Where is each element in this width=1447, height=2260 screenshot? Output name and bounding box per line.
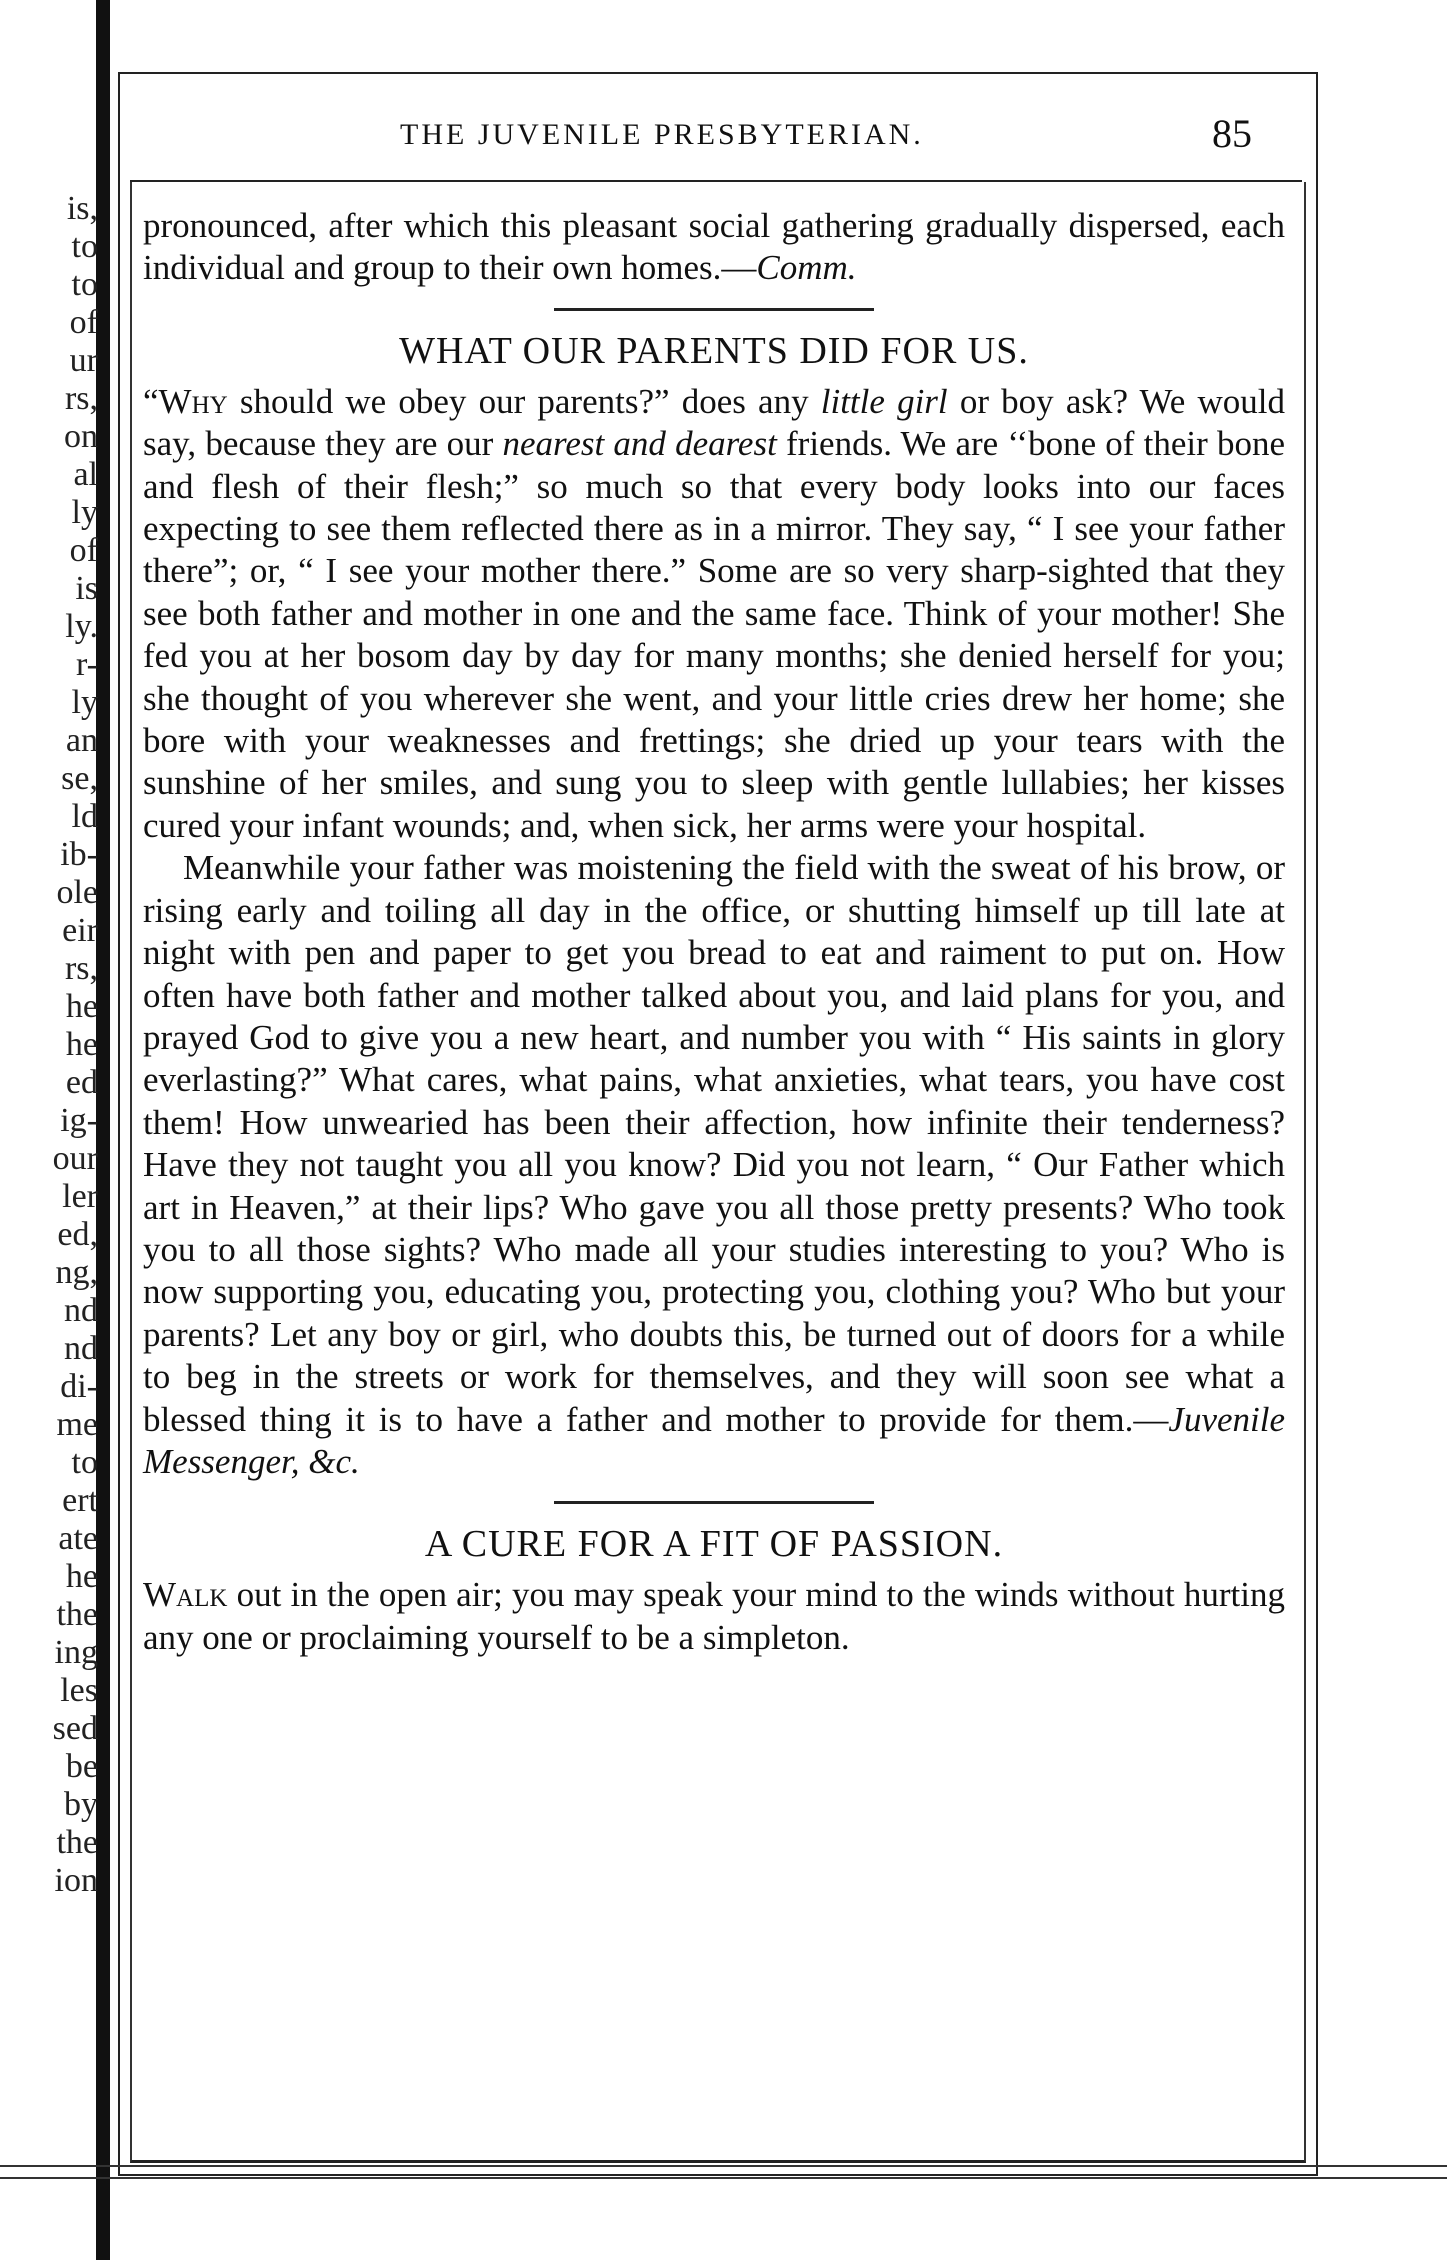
- gutter-fragment: sed: [52, 1710, 98, 1747]
- gutter-fragment: ur: [69, 342, 98, 379]
- intro-source: Comm.: [756, 248, 857, 288]
- gutter-fragment: he: [65, 988, 98, 1025]
- gutter-fragment: is,: [66, 190, 98, 227]
- bottom-rule: [0, 2177, 1447, 2179]
- gutter-fragment: ed,: [57, 1216, 98, 1253]
- gutter-fragment: to: [71, 228, 98, 265]
- gutter-fragment: ert: [62, 1482, 98, 1519]
- article-paragraph: [143, 1574, 1285, 1659]
- intro-paragraph: [143, 205, 1285, 290]
- gutter-fragment: he: [65, 1558, 98, 1595]
- gutter-fragment: an: [65, 722, 98, 759]
- gutter-fragment: eir: [62, 912, 98, 949]
- gutter-fragment: ole: [56, 874, 98, 911]
- gutter-fragment: to: [71, 1444, 98, 1481]
- page-number: 85: [1212, 111, 1252, 156]
- bottom-rule: [0, 2165, 1447, 2167]
- gutter-fragment: r-: [76, 646, 98, 683]
- gutter-fragment: ate: [58, 1520, 98, 1557]
- gutter-fragment: nd: [64, 1330, 98, 1367]
- gutter-fragment: nd: [64, 1292, 98, 1329]
- gutter-fragment: of: [69, 532, 98, 569]
- gutter-fragment: to: [71, 266, 98, 303]
- gutter-fragment: on: [64, 418, 98, 455]
- adjacent-page-gutter: [38, 190, 98, 1900]
- gutter-fragment: ly.: [65, 608, 98, 645]
- gutter-fragment: ig-: [60, 1102, 98, 1139]
- paragraph-text: Meanwhile your father was moistening the field with the sweat of his brow, or rising early and toiling all day in the office, or shutting himself up till late at night with pen and paper to get you bread to eat and raiment to put on. How often have both father and mother talked about you, and laid plans for you, and prayed God to give you a new heart, and number you with “ His saints in glory everlasting?” What cares, what pains, what anxieties, what tears, you have cost them! How unwearied has been their affection, how infinite their tenderness? Have they not taught you all you know? Did you not learn, “ Our Father which art in Heaven,” at their lips? Who gave you all those pretty presents? Who took you to all those sights? Who made all your studies interesting to you? Who is now supporting you, educating you, protecting you, clothing you? Who but your parents? Let any boy or girl, who doubts this, be turned out of doors for a while to beg in the streets or work for themselves, and they will soon see what a blessed thing it is to have a father and mother to provide for them.—: [143, 848, 1285, 1439]
- italic-phrase: little girl: [820, 381, 948, 421]
- gutter-fragment: the: [56, 1596, 98, 1633]
- gutter-fragment: rs,: [64, 950, 98, 987]
- running-head: THE JUVENILE PRESBYTERIAN.: [400, 118, 924, 151]
- gutter-fragment: is: [75, 570, 98, 607]
- gutter-fragment: by: [64, 1786, 98, 1823]
- gutter-fragment: ion: [54, 1862, 98, 1899]
- gutter-fragment: ng,: [55, 1254, 98, 1291]
- header-rule: [130, 180, 1302, 182]
- paragraph-text: friends. We are ‘‘bone of their bone and flesh of their flesh;” so much so that every body looks into our faces expecting to see them reflected there as in a mirror. They say, “ I see your father there”; or, “ I see your mother there.” Some are so very sharp-sighted that they see both father and mother in one and the same face. Think of your mother! She fed you at her bosom day by day for many months; she denied herself for you; she thought of you wherever she went, and your little cries drew her home; she bore with your weaknesses and frettings; she dried up your tears with the sunshine of her smiles, and sung you to sleep with gentle lullabies; her kisses cured your infant wounds; and, when sick, her arms were your hospital.: [143, 424, 1286, 845]
- article-title: WHAT OUR PARENTS DID FOR US.: [399, 329, 1029, 372]
- gutter-fragment: ld: [71, 798, 98, 835]
- paragraph-text: or boy ask? We would say, because they are our: [143, 381, 1285, 464]
- gutter-fragment: ly: [71, 494, 98, 531]
- gutter-fragment: our: [52, 1140, 98, 1177]
- gutter-fragment: of: [69, 304, 98, 341]
- gutter-fragment: ib-: [60, 836, 98, 873]
- paragraph-text: out in the open air; you may speak your mind to the winds without hurting any one or proclaiming yourself to be a simpleton.: [143, 1575, 1285, 1657]
- binding-spine: [96, 0, 110, 2260]
- section-divider: [554, 1501, 874, 1504]
- lead-word: Walk: [143, 1575, 228, 1615]
- gutter-fragment: se,: [61, 760, 98, 797]
- gutter-fragment: ed: [65, 1064, 98, 1101]
- gutter-fragment: ly: [71, 684, 98, 721]
- intro-text: pronounced, after which this pleasant social gathering gradually dispersed, each individual and group to their own homes.—: [143, 206, 1285, 288]
- gutter-fragment: al: [73, 456, 98, 493]
- paragraph-text: should we obey our parents?” does any: [227, 381, 821, 421]
- article-source: Juvenile Messenger, &c.: [143, 1399, 1285, 1481]
- gutter-fragment: ing: [54, 1634, 98, 1671]
- page-content: [143, 205, 1285, 1659]
- section-divider: [554, 308, 874, 311]
- gutter-fragment: be: [65, 1748, 98, 1785]
- italic-phrase: nearest and dearest: [502, 424, 777, 464]
- article-paragraph: [143, 381, 1285, 847]
- gutter-fragment: he: [65, 1026, 98, 1063]
- article-title: A CURE FOR A FIT OF PASSION.: [424, 1523, 1004, 1566]
- gutter-fragment: the: [56, 1824, 98, 1861]
- gutter-fragment: les: [60, 1672, 98, 1709]
- gutter-fragment: me: [56, 1406, 98, 1443]
- gutter-fragment: rs,: [64, 380, 98, 417]
- gutter-fragment: di-: [60, 1368, 98, 1405]
- article-paragraph: [143, 847, 1285, 1483]
- lead-word: “Why: [143, 381, 228, 421]
- gutter-fragment: ler: [62, 1178, 98, 1215]
